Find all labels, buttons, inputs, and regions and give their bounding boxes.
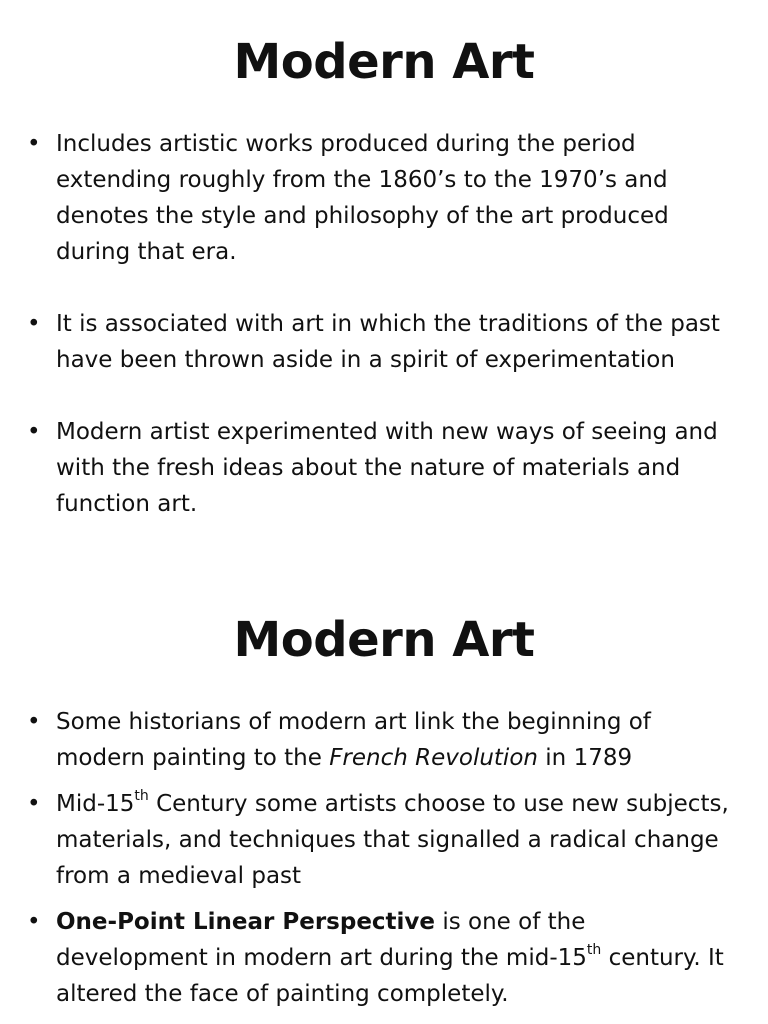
bullet-text: Century some artists choose to use new subjects, materials, and techniques that signalled a radical change from a medieval past bbox=[56, 791, 729, 889]
bullet-text: in 1789 bbox=[537, 745, 633, 771]
bullet-text: Modern artist experimented with new ways of seeing and with the fresh ideas about the nature of materials and function art. bbox=[56, 419, 718, 517]
bullet-text: Includes artistic works produced during the period extending roughly from the 1860’s to the 1970’s and denotes the style and philosophy of the art produced during that era. bbox=[56, 131, 669, 265]
bullet-list bbox=[0, 704, 768, 1022]
bullet-text: Mid-15 bbox=[56, 791, 135, 817]
slide-title: Modern Art bbox=[233, 34, 535, 90]
bullet-marker: • bbox=[27, 909, 41, 935]
bullet-text: Some historians of modern art link the beginning of modern painting to the bbox=[56, 709, 651, 771]
bullet-text: century. It altered the face of painting completely. bbox=[56, 945, 724, 1007]
bullet-marker: • bbox=[27, 709, 41, 735]
bullet-marker: • bbox=[27, 419, 41, 445]
bullet-item bbox=[0, 904, 768, 1012]
bullet-bold-term: One-Point Linear Perspective bbox=[56, 909, 436, 935]
slide-title: Modern Art bbox=[233, 612, 535, 668]
bullet-marker: • bbox=[27, 311, 41, 337]
bullet-superscript: th bbox=[586, 942, 602, 959]
bullet-superscript: th bbox=[134, 788, 149, 805]
bullet-item bbox=[0, 306, 768, 378]
slide-2 bbox=[0, 592, 768, 1024]
bullet-marker: • bbox=[27, 791, 41, 817]
bullet-text: It is associated with art in which the traditions of the past have been thrown aside in a spirit of experimentation bbox=[56, 311, 720, 373]
bullet-item bbox=[0, 414, 768, 522]
bullet-item bbox=[0, 786, 768, 894]
bullet-list bbox=[0, 126, 768, 558]
bullet-text: is one of the development in modern art during the mid-15 bbox=[56, 909, 587, 971]
bullet-marker: • bbox=[27, 131, 41, 157]
bullet-item bbox=[0, 704, 768, 776]
bullet-item bbox=[0, 126, 768, 270]
bullet-emphasis: French Revolution bbox=[329, 745, 538, 771]
